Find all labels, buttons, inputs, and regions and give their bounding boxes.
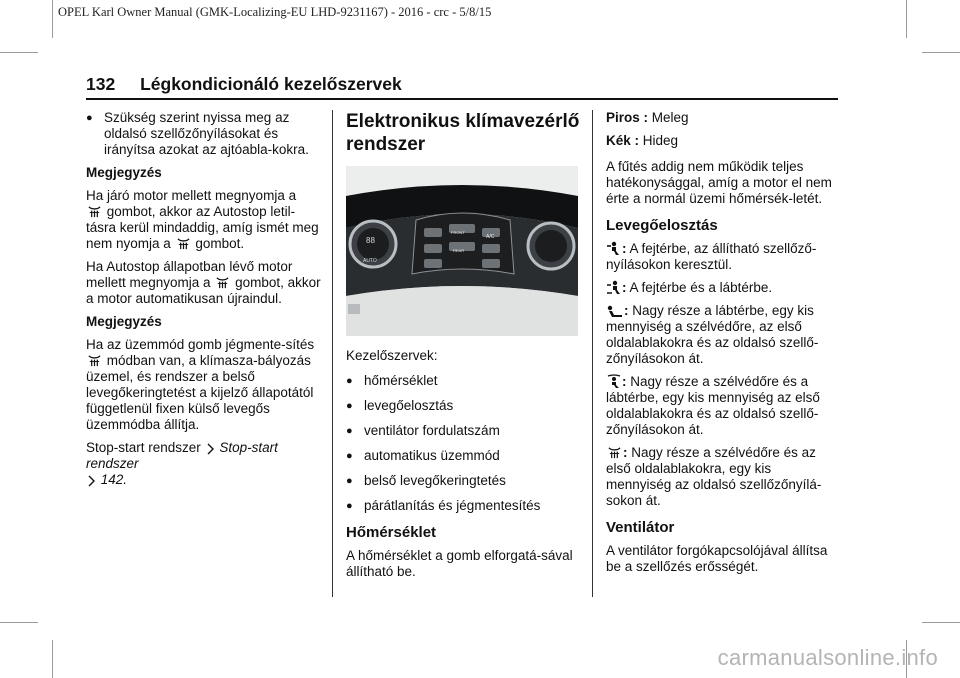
right-column [606, 110, 840, 582]
list-item: ● levegőelosztás [346, 398, 454, 413]
page-title [86, 74, 402, 95]
list-item: ● Szükség szerint nyissa meg az oldalsó szellőzőnyílásokat és irányítsa azokat az ajtóabla-kokra. [86, 110, 309, 157]
page-number: 132 [86, 74, 116, 94]
floor-icon [607, 305, 623, 318]
blue-row: Kék : Hideg [606, 133, 679, 148]
heating-text: A fűtés addig nem működik teljes hatékonysággal, amíg a motor el nem érte a normál üzemi hőmérsék-letét. [606, 159, 832, 206]
document-meta: OPEL Karl Owner Manual (GMK-Localizing-EU LHD-9231167) - 2016 - crc - 5/8/15 [58, 5, 492, 19]
bullet-icon: ● [86, 112, 93, 124]
crop-mark [52, 0, 53, 38]
crop-mark [922, 622, 960, 623]
crop-mark [52, 640, 53, 678]
column-divider [332, 110, 333, 597]
defrost-icon [87, 353, 102, 368]
note-text: Ha járó motor mellett megnyomja a gombot, akkor az Autostop letil-tásra kerül mindaddig, amíg ismét meg nem nyomja a gombot. [86, 188, 319, 251]
face-vent-icon [607, 241, 621, 256]
temperature-heading: Hőmérséklet [346, 524, 437, 541]
note-text: Ha az üzemmód gomb jégmente-sítés módban van, a klímasza-bályozás üzemel, és rendszer a belső levegőkeringtetést a kijelző állapotától függetlenül fixen külső levegős üzemmódba állítja. [86, 337, 315, 432]
list-item: ● hőmérséklet [346, 373, 438, 388]
arrow-ref-icon [206, 443, 215, 455]
fan-heading: Ventilátor [606, 519, 675, 536]
reference-link[interactable]: Stop-start rendszer [86, 440, 278, 471]
air-distribution-heading: Levegőelosztás [606, 217, 718, 234]
crop-mark [906, 0, 907, 38]
red-row: Piros : Meleg [606, 110, 689, 125]
list-item: ● párátlanítás és jégmentesítés [346, 498, 541, 513]
eco-autostop-icon [215, 275, 230, 290]
crop-mark [0, 52, 38, 53]
list-item: ● belső levegőkeringtetés [346, 473, 506, 488]
section-heading: Elektronikus klímavezérlő rendszer [346, 111, 580, 155]
crop-mark [922, 52, 960, 53]
mode-bilevel: : A fejtérbe és a lábtérbe. [606, 280, 840, 296]
fan-text: A ventilátor forgókapcsolójával állítsa be a szellőzés erősségét. [606, 543, 828, 574]
note-heading: Megjegyzés [86, 314, 162, 329]
crop-mark [0, 622, 38, 623]
defrost-icon [607, 445, 622, 460]
temperature-text: A hőmérséklet a gomb elforgatá-sával állítható be. [346, 548, 573, 579]
auto-label: AUTO [363, 258, 377, 264]
list-item: ● ventilátor fordulatszám [346, 423, 500, 438]
mode-defog-floor: : Nagy része a szélvédőre és a lábtérbe, egy kis mennyiség az első oldalablakokra és az oldalsó szellő-zőnyílásokon át. [606, 374, 820, 437]
column-divider [592, 110, 593, 597]
note-heading: Megjegyzés [86, 165, 162, 180]
mode-defrost: : Nagy része a szélvédőre és az első oldalablakokra, egy kis mennyiség az oldalsó szellőzőnyílá-sokon át. [606, 445, 822, 508]
title-divider [86, 98, 838, 100]
front-label: FRONT [451, 230, 465, 235]
mode-face: : A fejtérbe, az állítható szellőző-nyílásokon keresztül. [606, 241, 817, 272]
reference-page-link[interactable]: 142. [100, 472, 128, 487]
temp-display-label: 88 [366, 236, 375, 245]
bi-level-icon [607, 280, 621, 295]
arrow-ref-icon [87, 475, 96, 487]
eco-autostop-icon [176, 236, 191, 251]
mode-floor: : Nagy része a lábtérbe, egy kis mennyiség a szélvédőre, az első oldalablakokra és az oldalsó szellő-zőnyílásokon át. [606, 303, 819, 366]
middle-column [346, 110, 582, 587]
cross-reference: Stop-start rendszer Stop-start rendszer 142. [86, 440, 278, 487]
climate-control-photo [346, 166, 578, 336]
defog-floor-icon [607, 374, 621, 389]
list-item: ● automatikus üzemmód [346, 448, 500, 463]
body-text: Ha Autostop állapotban lévő motor mellett megnyomja a gombot, akkor a motor automatikusan újraindul. [86, 259, 321, 306]
eco-autostop-icon [87, 204, 102, 219]
controls-intro: Kezelőszervek: [346, 348, 438, 363]
left-column [86, 110, 322, 495]
watermark: carmanualsonline.info [717, 645, 938, 670]
rear-label: REAR [453, 248, 465, 253]
ac-label: A/C [486, 234, 495, 240]
section-title: Légkondicionáló kezelőszervek [140, 74, 402, 94]
